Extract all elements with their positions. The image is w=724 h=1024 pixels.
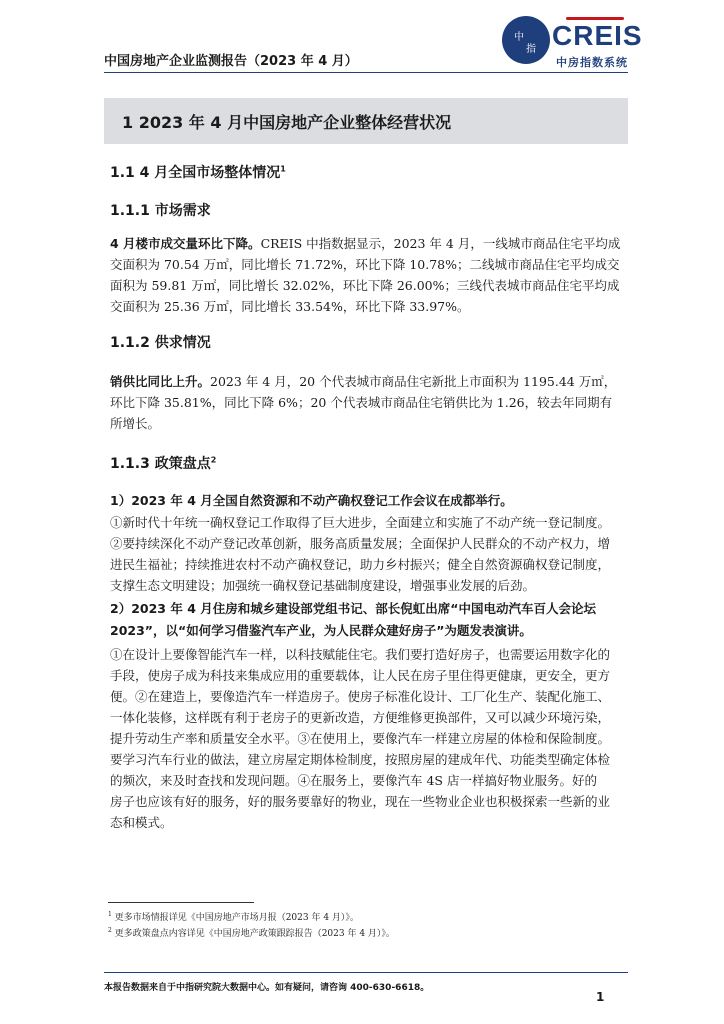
footnote-1: [108, 910, 359, 923]
footer-divider: [104, 972, 628, 973]
logo-subtitle: 中房指数系统: [556, 56, 628, 69]
paragraph-line: 所增长。: [110, 416, 161, 431]
policy-2-heading: [110, 598, 626, 642]
paragraph-line: [110, 233, 621, 254]
section-1-1-title: 1.1 4 月全国市场整体情况: [110, 165, 281, 181]
footnote-1-text: 更多市场情报详见《中国房地产市场月报（2023 年 4 月）》。: [114, 913, 359, 923]
footnote-2-text: 更多政策盘点内容详见《中国房地产政策跟踪报告（2023 年 4 月）》。: [114, 929, 395, 939]
line-text: CREIS 中指数据显示，2023 年 4 月，一线城市商品住宅平均成: [260, 236, 621, 251]
chapter-title: 1 2023 年 4 月中国房地产企业整体经营状况: [122, 113, 452, 132]
paragraph-line: 态和模式。: [110, 815, 173, 830]
paragraph-line: ①在设计上要像智能汽车一样，以科技赋能住宅。我们要打造好房子，也需要运用数字化的: [110, 647, 611, 662]
paragraph-line: 环比下降 35.81%，同比下降 6%；20 个代表城市商品住宅销供比为 1.26，较去年同期有: [110, 395, 613, 410]
creis-logo: [502, 16, 643, 72]
section-1-1-2-heading: 1.1.2 供求情况: [110, 335, 211, 351]
paragraph-line: 房子也应该有好的服务，好的服务要靠好的物业，现在一些物业企业也积极探索一些新的业: [110, 794, 611, 809]
paragraph-line: 进民生福祉；持续推进农村不动产确权登记，助力乡村振兴；健全自然资源确权登记制度，: [110, 557, 611, 572]
section-1-1-1-heading: 1.1.1 市场需求: [110, 203, 211, 219]
market-demand-lead: 4 月楼市成交量环比下降。: [110, 236, 261, 251]
report-header-title: 中国房地产企业监测报告（2023 年 4 月）: [104, 54, 358, 69]
footnote-ref-1[interactable]: 1: [280, 164, 286, 174]
logo-emblem: [502, 16, 550, 64]
footer-note: 本报告数据来自于中指研究院大数据中心。如有疑问，请咨询 400-630-6618。: [104, 983, 430, 993]
market-demand-paragraph: [110, 233, 621, 317]
paragraph-line: 手段，使房子成为科技来集成应用的重要载体，让人民在房子里住得更健康，更安全，更方: [110, 668, 611, 683]
line-text: 2023 年 4 月，20 个代表城市商品住宅新批上市面积为 1195.44 万㎡，: [210, 374, 617, 389]
logo-emblem-char-2: 指: [526, 44, 536, 55]
paragraph-line: 的频次，来及时查找和发现问题。④在服务上，要像汽车 4S 店一样搞好物业服务。好的: [110, 773, 597, 788]
paragraph-line: 交面积为 70.54 万㎡，同比增长 71.72%，环比下降 10.78%；二线城市商品住宅平均成交: [110, 257, 620, 272]
section-1-1-3-heading: [110, 453, 216, 473]
header-divider: [104, 72, 628, 73]
paragraph-line: ①新时代十年统一确权登记工作取得了巨大进步，全面建立和实施了不动产统一登记制度。: [110, 515, 611, 530]
footnote-2-number: 2: [108, 927, 112, 934]
logo-wordmark: CREIS: [552, 20, 643, 51]
heading-line: 2）2023 年 4 月住房和城乡建设部党组书记、部长倪虹出席“中国电动汽车百人会论坛: [110, 601, 596, 616]
heading-line: 2023”，以“如何学习借鉴汽车产业，为人民群众建好房子”为题发表演讲。: [110, 623, 532, 638]
policy-1-heading: 1）2023 年 4 月全国自然资源和不动产确权登记工作会议在成都举行。: [110, 493, 513, 508]
paragraph-line: 交面积为 25.36 万㎡，同比增长 33.54%，环比下降 33.97%。: [110, 299, 470, 314]
paragraph-line: 面积为 59.81 万㎡，同比增长 32.02%，环比下降 26.00%；三线代表城市商品住宅平均成: [110, 278, 620, 293]
logo-emblem-char-1: 中: [514, 32, 524, 43]
paragraph-line: 一体化装修，这样既有利于老房子的更新改造，方便维修更换部件，又可以减少环境污染，: [110, 710, 611, 725]
section-1-1-3-title: 1.1.3 政策盘点: [110, 456, 211, 472]
section-1-1-heading: [110, 162, 286, 182]
paragraph-line: 提升劳动生产率和质量安全水平。③在使用上，要像汽车一样建立房屋的体检和保险制度。: [110, 731, 611, 746]
supply-demand-paragraph: [110, 371, 618, 434]
chapter-heading-bar: [104, 98, 628, 144]
paragraph-line: 便。②在建造上，要像造汽车一样造房子。使房子标准化设计、工厂化生产、装配化施工、: [110, 689, 611, 704]
supply-demand-lead: 销供比同比上升。: [110, 374, 211, 389]
page-number: 1: [596, 990, 605, 1004]
footnote-ref-2[interactable]: 2: [210, 455, 217, 465]
policy-2-paragraph: [110, 644, 618, 833]
footnote-1-number: 1: [108, 911, 112, 918]
paragraph-line: ②要持续深化不动产登记改革创新，服务高质量发展；全面保护人民群众的不动产权力，增: [110, 536, 611, 551]
paragraph-line: 支撑生态文明建设；加强统一确权登记基础制度建设，增强事业发展的后劲。: [110, 578, 536, 593]
footnote-divider: [108, 902, 254, 903]
policy-1-paragraph: [110, 512, 618, 596]
paragraph-line: [110, 371, 618, 392]
paragraph-line: 要学习汽车行业的做法，建立房屋定期体检制度，按照房屋的建成年代、功能类型确定体检: [110, 752, 611, 767]
footnote-2: [108, 926, 395, 939]
